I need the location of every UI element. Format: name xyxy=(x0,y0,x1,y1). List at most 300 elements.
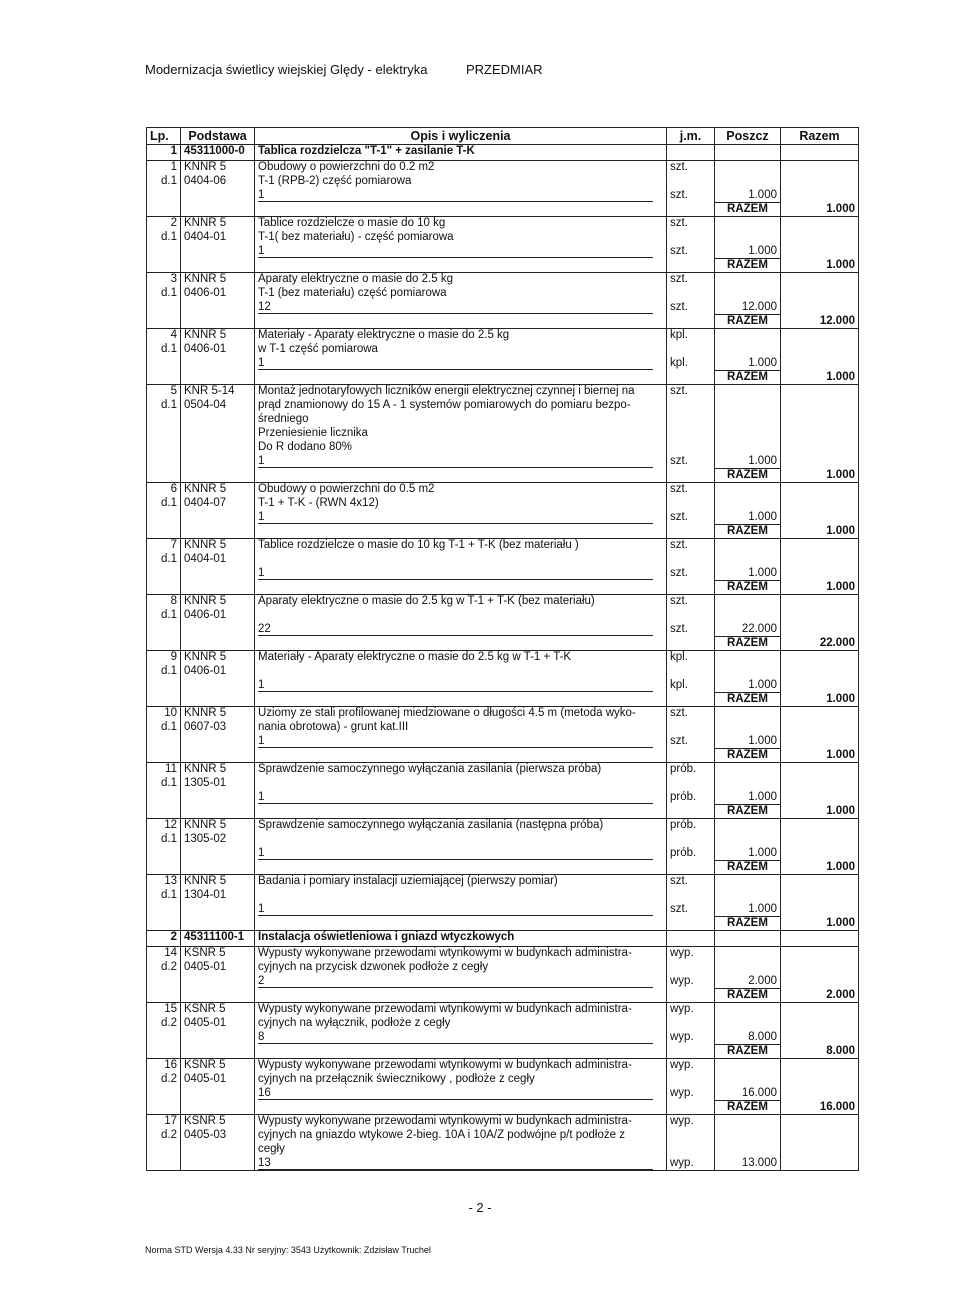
document-title: Modernizacja świetlicy wiejskiej Ględy - elektryka xyxy=(145,62,428,77)
cell-opis xyxy=(255,301,667,315)
cell-podstawa: KNNR 5 xyxy=(181,161,255,175)
cell-jm xyxy=(667,989,715,1003)
cell-opis xyxy=(255,455,667,469)
cell-poszcz: 1.000 xyxy=(715,735,781,749)
table-row xyxy=(147,385,859,399)
cell-lp: 9 xyxy=(147,651,181,665)
col-header-jm: j.m. xyxy=(667,128,715,145)
cell-opis xyxy=(255,1031,667,1045)
cell-jm: wyp. xyxy=(667,1003,715,1017)
cell-opis xyxy=(255,847,667,861)
cell-poszcz: 1.000 xyxy=(715,357,781,371)
cell-jm: szt. xyxy=(667,623,715,637)
cell-razem xyxy=(781,1157,859,1171)
cell-razem xyxy=(781,791,859,805)
cell-jm xyxy=(667,371,715,385)
cell-jm xyxy=(667,1017,715,1031)
cell-poszcz xyxy=(715,413,781,427)
cell-lp: 15 xyxy=(147,1003,181,1017)
cell-razem xyxy=(781,273,859,287)
cell-poszcz: RAZEM xyxy=(715,525,781,539)
cell-lp: 7 xyxy=(147,539,181,553)
cell-jm xyxy=(667,805,715,819)
cell-poszcz: 13.000 xyxy=(715,1157,781,1171)
cell-poszcz: 8.000 xyxy=(715,1031,781,1045)
cell-opis: Materiały - Aparaty elektryczne o masie do 2.5 kg w T-1 + T-K xyxy=(255,651,667,665)
cell-razem xyxy=(781,623,859,637)
cell-jm: szt. xyxy=(667,189,715,203)
cell-lp xyxy=(147,581,181,595)
cell-poszcz xyxy=(715,889,781,903)
cell-opis xyxy=(255,975,667,989)
table-row xyxy=(147,581,859,595)
cell-opis xyxy=(255,861,667,875)
cell-podstawa: 0406-01 xyxy=(181,609,255,623)
cell-poszcz: 1.000 xyxy=(715,245,781,259)
cell-jm xyxy=(667,665,715,679)
cell-podstawa xyxy=(181,735,255,749)
cell-poszcz xyxy=(715,427,781,441)
cell-opis xyxy=(255,581,667,595)
cell-podstawa xyxy=(181,469,255,483)
cell-jm: szt. xyxy=(667,273,715,287)
cell-poszcz: 2.000 xyxy=(715,975,781,989)
cell-razem: 2.000 xyxy=(781,989,859,1003)
cell-podstawa: 0405-01 xyxy=(181,1017,255,1031)
cell-lp: d.2 xyxy=(147,1017,181,1031)
cell-opis: Aparaty elektryczne o masie do 2.5 kg xyxy=(255,273,667,287)
cell-jm xyxy=(667,777,715,791)
table-row xyxy=(147,1157,859,1171)
table-row xyxy=(147,301,859,315)
cell-jm: szt. xyxy=(667,483,715,497)
cell-podstawa: KNNR 5 xyxy=(181,329,255,343)
cell-opis xyxy=(255,609,667,623)
cell-opis xyxy=(255,623,667,637)
cell-opis xyxy=(255,637,667,651)
cell-razem xyxy=(781,1059,859,1073)
cell-poszcz xyxy=(715,539,781,553)
cell-lp xyxy=(147,245,181,259)
cell-podstawa xyxy=(181,903,255,917)
cell-jm xyxy=(667,343,715,357)
cell-jm xyxy=(667,861,715,875)
table-row xyxy=(147,623,859,637)
cell-podstawa: KNNR 5 xyxy=(181,217,255,231)
cell-podstawa xyxy=(181,203,255,217)
cell-podstawa: 0607-03 xyxy=(181,721,255,735)
table-row xyxy=(147,497,859,511)
cell-jm xyxy=(667,721,715,735)
cell-poszcz xyxy=(715,875,781,889)
cell-razem xyxy=(781,567,859,581)
cell-poszcz: RAZEM xyxy=(715,203,781,217)
cell-opis: Wypusty wykonywane przewodami wtynkowymi w budynkach administra- xyxy=(255,947,667,961)
cell-podstawa: 0406-01 xyxy=(181,287,255,301)
cell-razem xyxy=(781,903,859,917)
cell-poszcz: RAZEM xyxy=(715,1045,781,1059)
cell-jm xyxy=(667,231,715,245)
cell-razem xyxy=(781,413,859,427)
table-row xyxy=(147,975,859,989)
cell-lp: 1 xyxy=(147,145,181,161)
cell-jm: szt. xyxy=(667,735,715,749)
cell-razem xyxy=(781,707,859,721)
cell-jm: szt. xyxy=(667,217,715,231)
cell-lp xyxy=(147,1101,181,1115)
cell-razem xyxy=(781,161,859,175)
calc-expression: 1 xyxy=(258,357,653,370)
cell-jm xyxy=(667,931,715,947)
cell-opis: Tablice rozdzielcze o masie do 10 kg T-1 + T-K (bez materiału ) xyxy=(255,539,667,553)
cell-jm xyxy=(667,427,715,441)
col-header-podstawa: Podstawa xyxy=(181,128,255,145)
cell-lp xyxy=(147,791,181,805)
cell-opis xyxy=(255,1087,667,1101)
table-row xyxy=(147,511,859,525)
cell-podstawa: KNNR 5 xyxy=(181,483,255,497)
cell-opis: cyjnych na przycisk dzwonek podłoże z cegły xyxy=(255,961,667,975)
calc-expression: 1 xyxy=(258,245,653,258)
cell-razem xyxy=(781,651,859,665)
cell-opis: średniego xyxy=(255,413,667,427)
cell-razem xyxy=(781,595,859,609)
cell-lp xyxy=(147,427,181,441)
cell-podstawa xyxy=(181,861,255,875)
cell-lp: 17 xyxy=(147,1115,181,1129)
cell-opis xyxy=(255,525,667,539)
cell-poszcz xyxy=(715,833,781,847)
cell-razem: 1.000 xyxy=(781,749,859,763)
col-header-opis: Opis i wyliczenia xyxy=(255,128,667,145)
cell-razem: 1.000 xyxy=(781,861,859,875)
calc-expression: 1 xyxy=(258,847,653,860)
cell-jm: szt. xyxy=(667,511,715,525)
cell-lp xyxy=(147,917,181,931)
cell-poszcz: RAZEM xyxy=(715,917,781,931)
cell-razem: 1.000 xyxy=(781,581,859,595)
cell-lp xyxy=(147,301,181,315)
cell-poszcz: 1.000 xyxy=(715,189,781,203)
cell-podstawa xyxy=(181,805,255,819)
table-row xyxy=(147,245,859,259)
cell-lp xyxy=(147,637,181,651)
cell-opis: cyjnych na wyłącznik, podłoże z cegły xyxy=(255,1017,667,1031)
cell-jm xyxy=(667,259,715,273)
cell-jm xyxy=(667,399,715,413)
cell-podstawa: KNNR 5 xyxy=(181,875,255,889)
cell-opis xyxy=(255,553,667,567)
cell-opis xyxy=(255,735,667,749)
table-row xyxy=(147,1045,859,1059)
cell-opis xyxy=(255,679,667,693)
table-row xyxy=(147,161,859,175)
table-row xyxy=(147,329,859,343)
cell-podstawa: KSNR 5 xyxy=(181,1115,255,1129)
cell-podstawa xyxy=(181,427,255,441)
table-row xyxy=(147,315,859,329)
cell-lp: 5 xyxy=(147,385,181,399)
cell-poszcz xyxy=(715,1073,781,1087)
cell-jm: szt. xyxy=(667,567,715,581)
cell-razem xyxy=(781,329,859,343)
cell-opis: cegły xyxy=(255,1143,667,1157)
cell-jm: szt. xyxy=(667,455,715,469)
table-row xyxy=(147,175,859,189)
cell-podstawa xyxy=(181,189,255,203)
cell-jm: szt. xyxy=(667,245,715,259)
cell-razem xyxy=(781,357,859,371)
table-row xyxy=(147,567,859,581)
cell-jm: wyp. xyxy=(667,1115,715,1129)
cell-jm: kpl. xyxy=(667,357,715,371)
cell-lp xyxy=(147,441,181,455)
cell-jm: szt. xyxy=(667,161,715,175)
cell-podstawa xyxy=(181,441,255,455)
table-row xyxy=(147,1115,859,1129)
cell-lp: d.1 xyxy=(147,889,181,903)
cell-opis: T-1( bez materiału) - część pomiarowa xyxy=(255,231,667,245)
cell-poszcz: 12.000 xyxy=(715,301,781,315)
table-row xyxy=(147,441,859,455)
cell-lp xyxy=(147,1031,181,1045)
cell-podstawa xyxy=(181,975,255,989)
col-header-razem: Razem xyxy=(781,128,859,145)
table-row xyxy=(147,455,859,469)
cell-jm: wyp. xyxy=(667,1087,715,1101)
cell-jm xyxy=(667,889,715,903)
calc-expression: 12 xyxy=(258,301,653,314)
cell-opis xyxy=(255,791,667,805)
cell-razem: 1.000 xyxy=(781,525,859,539)
cell-jm xyxy=(667,145,715,161)
table-row xyxy=(147,469,859,483)
cell-opis: Obudowy o powierzchni do 0.2 m2 xyxy=(255,161,667,175)
cell-podstawa xyxy=(181,1087,255,1101)
table-row xyxy=(147,539,859,553)
cell-razem xyxy=(781,833,859,847)
table-row xyxy=(147,1031,859,1045)
table-row xyxy=(147,357,859,371)
cell-podstawa xyxy=(181,511,255,525)
cell-jm: wyp. xyxy=(667,1059,715,1073)
cell-opis: Wypusty wykonywane przewodami wtynkowymi w budynkach administra- xyxy=(255,1059,667,1073)
cell-jm xyxy=(667,315,715,329)
cell-poszcz xyxy=(715,145,781,161)
cell-jm xyxy=(667,917,715,931)
cell-opis xyxy=(255,259,667,273)
cell-lp: d.1 xyxy=(147,665,181,679)
cell-jm xyxy=(667,637,715,651)
cell-opis xyxy=(255,693,667,707)
cell-jm: prób. xyxy=(667,791,715,805)
cell-opis xyxy=(255,189,667,203)
cell-poszcz xyxy=(715,483,781,497)
cell-poszcz xyxy=(715,399,781,413)
cell-opis xyxy=(255,749,667,763)
cell-jm: szt. xyxy=(667,385,715,399)
cell-razem xyxy=(781,231,859,245)
cell-opis: Badania i pomiary instalacji uziemiającej (pierwszy pomiar) xyxy=(255,875,667,889)
cell-podstawa: 0404-07 xyxy=(181,497,255,511)
cell-jm xyxy=(667,833,715,847)
cell-poszcz xyxy=(715,777,781,791)
cell-podstawa: 45311100-1 xyxy=(181,931,255,947)
cell-poszcz: RAZEM xyxy=(715,315,781,329)
cell-lp: 16 xyxy=(147,1059,181,1073)
calc-expression: 2 xyxy=(258,975,653,988)
cell-poszcz xyxy=(715,651,781,665)
cell-podstawa: KNNR 5 xyxy=(181,273,255,287)
cell-jm xyxy=(667,441,715,455)
cell-poszcz: 1.000 xyxy=(715,455,781,469)
cell-razem xyxy=(781,553,859,567)
cell-opis: T-1 + T-K - (RWN 4x12) xyxy=(255,497,667,511)
calc-expression: 1 xyxy=(258,903,653,916)
footer-software-info: Norma STD Wersja 4.33 Nr seryjny: 3543 Użytkownik: Zdzisław Truchel xyxy=(145,1245,431,1255)
cell-razem xyxy=(781,1115,859,1129)
cell-opis: Materiały - Aparaty elektryczne o masie do 2.5 kg xyxy=(255,329,667,343)
cell-opis: Sprawdzenie samoczynnego wyłączania zasilania (następna próba) xyxy=(255,819,667,833)
calc-expression: 1 xyxy=(258,567,653,580)
cell-jm xyxy=(667,749,715,763)
cell-lp: d.1 xyxy=(147,343,181,357)
cell-lp: d.2 xyxy=(147,961,181,975)
cell-podstawa: 0504-04 xyxy=(181,399,255,413)
cell-jm xyxy=(667,287,715,301)
table-header-row xyxy=(147,128,859,145)
table-row xyxy=(147,833,859,847)
table-row xyxy=(147,989,859,1003)
cell-poszcz xyxy=(715,609,781,623)
calc-expression: 16 xyxy=(258,1087,653,1100)
cell-razem: 12.000 xyxy=(781,315,859,329)
cell-poszcz xyxy=(715,287,781,301)
cell-podstawa xyxy=(181,1101,255,1115)
cell-poszcz xyxy=(715,1017,781,1031)
cell-lp: d.2 xyxy=(147,1073,181,1087)
cell-podstawa: 0406-01 xyxy=(181,343,255,357)
cell-poszcz xyxy=(715,721,781,735)
calc-expression: 1 xyxy=(258,455,653,468)
table-row xyxy=(147,707,859,721)
table-row xyxy=(147,553,859,567)
cell-poszcz xyxy=(715,1115,781,1129)
table-row xyxy=(147,665,859,679)
document-type: PRZEDMIAR xyxy=(466,62,543,77)
cell-jm: prób. xyxy=(667,763,715,777)
cell-lp: 8 xyxy=(147,595,181,609)
cell-jm: szt. xyxy=(667,539,715,553)
cell-lp xyxy=(147,1087,181,1101)
cell-lp xyxy=(147,861,181,875)
cell-podstawa xyxy=(181,1157,255,1171)
cell-lp: 6 xyxy=(147,483,181,497)
cell-razem xyxy=(781,947,859,961)
cell-lp xyxy=(147,469,181,483)
cell-razem xyxy=(781,889,859,903)
cell-lp: d.2 xyxy=(147,1129,181,1143)
cell-lp: d.1 xyxy=(147,497,181,511)
cell-poszcz: RAZEM xyxy=(715,989,781,1003)
cell-razem xyxy=(781,1003,859,1017)
cell-opis: Przeniesienie licznika xyxy=(255,427,667,441)
cell-opis xyxy=(255,357,667,371)
cell-poszcz: RAZEM xyxy=(715,371,781,385)
table-body xyxy=(147,145,859,1171)
cost-estimate-table xyxy=(146,127,859,1171)
cell-razem xyxy=(781,609,859,623)
table-row xyxy=(147,483,859,497)
cell-lp xyxy=(147,989,181,1003)
cell-podstawa: 0405-03 xyxy=(181,1129,255,1143)
cell-razem xyxy=(781,497,859,511)
cell-razem xyxy=(781,399,859,413)
cell-razem: 1.000 xyxy=(781,469,859,483)
cell-lp xyxy=(147,511,181,525)
calc-expression: 1 xyxy=(258,511,653,524)
cell-poszcz xyxy=(715,217,781,231)
page-number: - 2 - xyxy=(468,1200,492,1215)
cell-razem: 16.000 xyxy=(781,1101,859,1115)
cell-razem: 22.000 xyxy=(781,637,859,651)
table-row xyxy=(147,735,859,749)
cell-opis: Wypusty wykonywane przewodami wtynkowymi w budynkach administra- xyxy=(255,1115,667,1129)
cell-podstawa xyxy=(181,749,255,763)
cell-razem xyxy=(781,1017,859,1031)
table-row xyxy=(147,961,859,975)
table-row xyxy=(147,861,859,875)
cell-lp xyxy=(147,357,181,371)
table-row xyxy=(147,1073,859,1087)
cell-razem: 1.000 xyxy=(781,203,859,217)
table-row xyxy=(147,819,859,833)
cell-jm: wyp. xyxy=(667,1031,715,1045)
cell-podstawa xyxy=(181,245,255,259)
cell-opis: Instalacja oświetleniowa i gniazd wtyczkowych xyxy=(255,931,667,947)
cell-razem xyxy=(781,665,859,679)
table-row xyxy=(147,609,859,623)
cell-opis xyxy=(255,1045,667,1059)
cell-podstawa xyxy=(181,847,255,861)
table-row xyxy=(147,1101,859,1115)
cell-poszcz: RAZEM xyxy=(715,693,781,707)
cell-razem xyxy=(781,931,859,947)
cell-poszcz: 1.000 xyxy=(715,511,781,525)
table-row xyxy=(147,847,859,861)
cell-lp xyxy=(147,693,181,707)
cell-podstawa xyxy=(181,693,255,707)
cell-poszcz xyxy=(715,329,781,343)
cell-podstawa: KSNR 5 xyxy=(181,947,255,961)
cell-lp: d.1 xyxy=(147,287,181,301)
cell-lp: 1 xyxy=(147,161,181,175)
cell-poszcz xyxy=(715,553,781,567)
table-row xyxy=(147,917,859,931)
cell-opis xyxy=(255,833,667,847)
cell-razem xyxy=(781,1129,859,1143)
cell-jm: kpl. xyxy=(667,679,715,693)
cell-razem xyxy=(781,777,859,791)
table-row xyxy=(147,287,859,301)
cell-poszcz xyxy=(715,707,781,721)
cell-poszcz xyxy=(715,947,781,961)
cell-razem xyxy=(781,1087,859,1101)
cell-jm: szt. xyxy=(667,875,715,889)
cell-jm xyxy=(667,553,715,567)
cell-jm: kpl. xyxy=(667,651,715,665)
cell-poszcz: RAZEM xyxy=(715,469,781,483)
